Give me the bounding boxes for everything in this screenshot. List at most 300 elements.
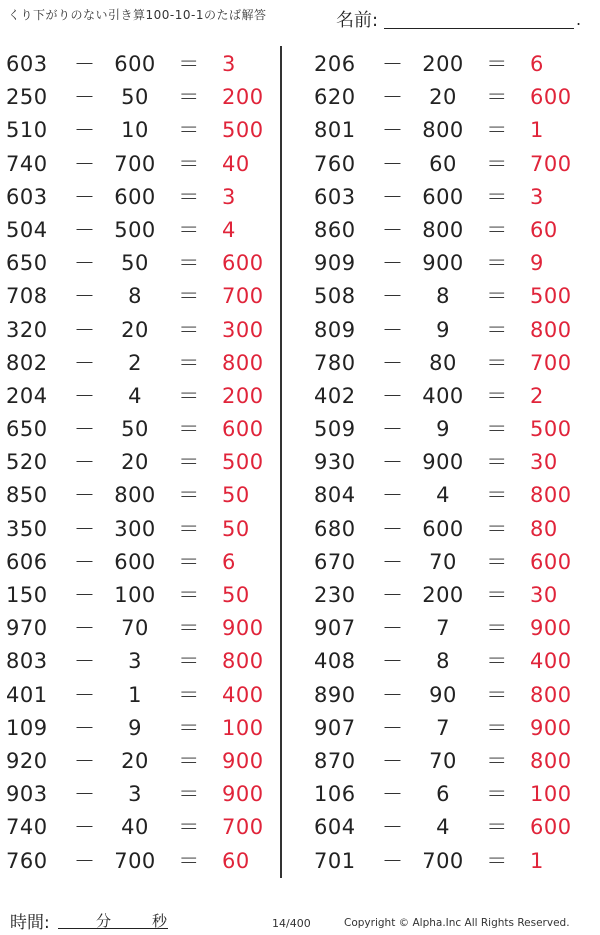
equals-sign: ＝ bbox=[178, 251, 200, 276]
subtrahend: 70 bbox=[121, 616, 149, 641]
subtrahend: 50 bbox=[121, 251, 149, 276]
equals-sign: ＝ bbox=[178, 848, 200, 873]
equals-sign: ＝ bbox=[486, 317, 508, 342]
equals-sign: ＝ bbox=[178, 616, 200, 641]
subtrahend: 600 bbox=[422, 184, 464, 209]
equals-sign: ＝ bbox=[486, 516, 508, 541]
equals-sign: ＝ bbox=[178, 317, 200, 342]
answer: 600 bbox=[530, 85, 572, 110]
subtrahend: 40 bbox=[121, 815, 149, 840]
answer: 40 bbox=[222, 151, 250, 176]
problem-row bbox=[6, 745, 276, 778]
minuend: 401 bbox=[6, 682, 48, 707]
subtrahend: 600 bbox=[114, 52, 156, 76]
answer: 400 bbox=[222, 682, 264, 707]
minus-sign: － bbox=[382, 317, 404, 342]
answer: 900 bbox=[222, 782, 264, 807]
problem-row bbox=[314, 280, 584, 313]
minus-sign: － bbox=[382, 85, 404, 110]
right-problem-column bbox=[314, 48, 584, 878]
equals-sign: ＝ bbox=[178, 516, 200, 541]
minuend: 970 bbox=[6, 616, 48, 641]
equals-sign: ＝ bbox=[178, 782, 200, 807]
problem-row bbox=[314, 48, 584, 81]
page-number: 14/400 bbox=[272, 917, 311, 930]
problem-row bbox=[6, 214, 276, 247]
equals-sign: ＝ bbox=[178, 549, 200, 574]
answer: 1 bbox=[530, 118, 544, 143]
minuend: 603 bbox=[6, 184, 48, 209]
answer: 50 bbox=[222, 516, 250, 541]
minuend: 708 bbox=[6, 284, 48, 309]
answer: 800 bbox=[222, 350, 264, 375]
minuend: 801 bbox=[314, 118, 356, 143]
minus-sign: － bbox=[74, 549, 96, 574]
subtrahend: 100 bbox=[114, 583, 156, 607]
subtrahend: 90 bbox=[429, 682, 457, 707]
minuend: 860 bbox=[314, 217, 356, 242]
problem-row bbox=[6, 314, 276, 347]
minuend: 701 bbox=[314, 848, 356, 873]
equals-sign: ＝ bbox=[486, 184, 508, 209]
minus-sign: － bbox=[74, 317, 96, 342]
equals-sign: ＝ bbox=[486, 649, 508, 674]
minuend: 603 bbox=[314, 184, 356, 209]
subtrahend: 7 bbox=[436, 616, 450, 641]
minus-sign: － bbox=[382, 383, 404, 408]
problem-row bbox=[6, 413, 276, 446]
name-period: . bbox=[576, 10, 582, 29]
minuend: 250 bbox=[6, 85, 48, 110]
equals-sign: ＝ bbox=[178, 417, 200, 442]
equals-sign: ＝ bbox=[486, 52, 508, 76]
equals-sign: ＝ bbox=[486, 383, 508, 408]
subtrahend: 900 bbox=[422, 450, 464, 475]
problem-row bbox=[314, 413, 584, 446]
subtrahend: 10 bbox=[121, 118, 149, 143]
time-label: 時間: bbox=[10, 913, 50, 933]
equals-sign: ＝ bbox=[178, 284, 200, 309]
minuend: 520 bbox=[6, 450, 48, 475]
problem-row bbox=[314, 546, 584, 579]
minus-sign: － bbox=[74, 748, 96, 773]
problem-row bbox=[6, 645, 276, 678]
subtrahend: 200 bbox=[422, 583, 464, 607]
minuend: 650 bbox=[6, 251, 48, 276]
minus-sign: － bbox=[74, 583, 96, 607]
equals-sign: ＝ bbox=[178, 184, 200, 209]
problem-row bbox=[314, 745, 584, 778]
subtrahend: 700 bbox=[114, 848, 156, 873]
subtrahend: 20 bbox=[121, 450, 149, 475]
minus-sign: － bbox=[74, 251, 96, 276]
minuend: 920 bbox=[6, 748, 48, 773]
subtrahend: 1 bbox=[128, 682, 142, 707]
minuend: 509 bbox=[314, 417, 356, 442]
answer: 3 bbox=[222, 52, 236, 76]
problem-row bbox=[6, 380, 276, 413]
problem-row bbox=[314, 181, 584, 214]
minus-sign: － bbox=[74, 52, 96, 76]
problem-row bbox=[314, 247, 584, 280]
minuend: 760 bbox=[6, 848, 48, 873]
answer: 60 bbox=[222, 848, 250, 873]
equals-sign: ＝ bbox=[486, 815, 508, 840]
answer: 30 bbox=[530, 583, 558, 607]
subtrahend: 200 bbox=[422, 52, 464, 76]
answer: 900 bbox=[222, 616, 264, 641]
subtrahend: 8 bbox=[128, 284, 142, 309]
minuend: 408 bbox=[314, 649, 356, 674]
subtrahend: 9 bbox=[128, 715, 142, 740]
equals-sign: ＝ bbox=[178, 450, 200, 475]
equals-sign: ＝ bbox=[486, 782, 508, 807]
subtrahend: 3 bbox=[128, 782, 142, 807]
problem-row bbox=[6, 48, 276, 81]
minus-sign: － bbox=[382, 284, 404, 309]
minus-sign: － bbox=[74, 483, 96, 508]
answer: 200 bbox=[222, 383, 264, 408]
problem-row bbox=[314, 114, 584, 147]
subtrahend: 70 bbox=[429, 748, 457, 773]
minuend: 760 bbox=[314, 151, 356, 176]
minuend: 650 bbox=[6, 417, 48, 442]
equals-sign: ＝ bbox=[486, 417, 508, 442]
minus-sign: － bbox=[382, 483, 404, 508]
name-label: 名前: bbox=[336, 10, 379, 31]
minus-sign: － bbox=[74, 682, 96, 707]
minuend: 606 bbox=[6, 549, 48, 574]
minus-sign: － bbox=[74, 217, 96, 242]
answer: 500 bbox=[222, 450, 264, 475]
left-problem-column bbox=[6, 48, 276, 878]
answer: 6 bbox=[530, 52, 544, 76]
minus-sign: － bbox=[382, 583, 404, 607]
equals-sign: ＝ bbox=[486, 151, 508, 176]
answer: 2 bbox=[530, 383, 544, 408]
minus-sign: － bbox=[74, 118, 96, 143]
answer: 600 bbox=[222, 417, 264, 442]
minus-sign: － bbox=[74, 417, 96, 442]
minuend: 402 bbox=[314, 383, 356, 408]
subtrahend: 80 bbox=[429, 350, 457, 375]
answer: 100 bbox=[530, 782, 572, 807]
subtrahend: 7 bbox=[436, 715, 450, 740]
answer: 600 bbox=[222, 251, 264, 276]
answer: 800 bbox=[530, 483, 572, 508]
minuend: 809 bbox=[314, 317, 356, 342]
minus-sign: － bbox=[74, 649, 96, 674]
problem-row bbox=[6, 181, 276, 214]
copyright-notice: Copyright © Alpha.Inc All Rights Reserved. bbox=[344, 917, 570, 929]
subtrahend: 300 bbox=[114, 516, 156, 541]
problem-row bbox=[6, 811, 276, 844]
equals-sign: ＝ bbox=[178, 682, 200, 707]
subtrahend: 700 bbox=[422, 848, 464, 873]
subtrahend: 900 bbox=[422, 251, 464, 276]
equals-sign: ＝ bbox=[178, 715, 200, 740]
answer: 600 bbox=[530, 815, 572, 840]
minus-sign: － bbox=[74, 284, 96, 309]
equals-sign: ＝ bbox=[486, 450, 508, 475]
answer: 60 bbox=[530, 217, 558, 242]
subtrahend: 6 bbox=[436, 782, 450, 807]
answer: 1 bbox=[530, 848, 544, 873]
minuend: 890 bbox=[314, 682, 356, 707]
minus-sign: － bbox=[74, 184, 96, 209]
problem-row bbox=[314, 778, 584, 811]
subtrahend: 8 bbox=[436, 284, 450, 309]
minus-sign: － bbox=[74, 85, 96, 110]
minus-sign: － bbox=[382, 251, 404, 276]
problem-row bbox=[6, 778, 276, 811]
minus-sign: － bbox=[74, 782, 96, 807]
answer: 50 bbox=[222, 483, 250, 508]
answer: 30 bbox=[530, 450, 558, 475]
answer: 800 bbox=[530, 682, 572, 707]
problem-row bbox=[6, 347, 276, 380]
minuend: 204 bbox=[6, 383, 48, 408]
equals-sign: ＝ bbox=[486, 350, 508, 375]
minuend: 620 bbox=[314, 85, 356, 110]
minuend: 903 bbox=[6, 782, 48, 807]
answer: 100 bbox=[222, 715, 264, 740]
seconds-label: 秒 bbox=[152, 912, 168, 930]
equals-sign: ＝ bbox=[486, 85, 508, 110]
minuend: 909 bbox=[314, 251, 356, 276]
answer: 300 bbox=[222, 317, 264, 342]
minus-sign: － bbox=[382, 450, 404, 475]
minuend: 907 bbox=[314, 616, 356, 641]
minus-sign: － bbox=[74, 383, 96, 408]
answer: 500 bbox=[222, 118, 264, 143]
answer: 800 bbox=[530, 748, 572, 773]
minus-sign: － bbox=[382, 748, 404, 773]
problem-row bbox=[6, 546, 276, 579]
minuend: 670 bbox=[314, 549, 356, 574]
minuend: 504 bbox=[6, 217, 48, 242]
answer: 3 bbox=[530, 184, 544, 209]
problem-row bbox=[314, 612, 584, 645]
equals-sign: ＝ bbox=[486, 118, 508, 143]
minuend: 740 bbox=[6, 151, 48, 176]
minus-sign: － bbox=[382, 549, 404, 574]
minus-sign: － bbox=[74, 848, 96, 873]
answer: 600 bbox=[530, 549, 572, 574]
answer: 700 bbox=[530, 350, 572, 375]
problem-row bbox=[314, 479, 584, 512]
subtrahend: 60 bbox=[429, 151, 457, 176]
problem-row bbox=[6, 679, 276, 712]
problem-row bbox=[6, 114, 276, 147]
answer: 500 bbox=[530, 284, 572, 309]
minus-sign: － bbox=[382, 417, 404, 442]
minus-sign: － bbox=[382, 217, 404, 242]
problem-row bbox=[314, 712, 584, 745]
minus-sign: － bbox=[382, 350, 404, 375]
subtrahend: 50 bbox=[121, 85, 149, 110]
problem-row bbox=[314, 811, 584, 844]
subtrahend: 20 bbox=[429, 85, 457, 110]
minus-sign: － bbox=[382, 782, 404, 807]
problem-row bbox=[6, 81, 276, 114]
answer: 3 bbox=[222, 184, 236, 209]
minuend: 780 bbox=[314, 350, 356, 375]
minus-sign: － bbox=[382, 848, 404, 873]
minuend: 804 bbox=[314, 483, 356, 508]
equals-sign: ＝ bbox=[178, 151, 200, 176]
problem-row bbox=[314, 679, 584, 712]
equals-sign: ＝ bbox=[486, 715, 508, 740]
minuend: 508 bbox=[314, 284, 356, 309]
answer: 500 bbox=[530, 417, 572, 442]
problem-row bbox=[314, 214, 584, 247]
minuend: 604 bbox=[314, 815, 356, 840]
minuend: 603 bbox=[6, 52, 48, 76]
problem-row bbox=[6, 446, 276, 479]
minus-sign: － bbox=[74, 350, 96, 375]
minuend: 106 bbox=[314, 782, 356, 807]
subtrahend: 3 bbox=[128, 649, 142, 674]
answer: 200 bbox=[222, 85, 264, 110]
minuend: 150 bbox=[6, 583, 48, 607]
minuend: 803 bbox=[6, 649, 48, 674]
equals-sign: ＝ bbox=[486, 483, 508, 508]
name-underline bbox=[384, 28, 574, 29]
subtrahend: 4 bbox=[436, 815, 450, 840]
problem-row bbox=[314, 845, 584, 878]
minus-sign: － bbox=[382, 516, 404, 541]
problem-row bbox=[314, 347, 584, 380]
minus-sign: － bbox=[74, 616, 96, 641]
equals-sign: ＝ bbox=[178, 383, 200, 408]
minuend: 740 bbox=[6, 815, 48, 840]
minus-sign: － bbox=[382, 184, 404, 209]
problem-row bbox=[314, 148, 584, 181]
minuend: 870 bbox=[314, 748, 356, 773]
subtrahend: 600 bbox=[422, 516, 464, 541]
minuend: 907 bbox=[314, 715, 356, 740]
problem-row bbox=[6, 247, 276, 280]
equals-sign: ＝ bbox=[178, 118, 200, 143]
minuend: 930 bbox=[314, 450, 356, 475]
equals-sign: ＝ bbox=[178, 649, 200, 674]
equals-sign: ＝ bbox=[486, 217, 508, 242]
equals-sign: ＝ bbox=[178, 483, 200, 508]
name-field bbox=[336, 6, 586, 32]
problem-row bbox=[314, 446, 584, 479]
answer: 4 bbox=[222, 217, 236, 242]
problem-row bbox=[6, 612, 276, 645]
equals-sign: ＝ bbox=[486, 583, 508, 607]
subtrahend: 600 bbox=[114, 549, 156, 574]
minus-sign: － bbox=[74, 450, 96, 475]
worksheet-title: くり下がりのない引き算100-10-1のたば解答 bbox=[8, 8, 267, 22]
equals-sign: ＝ bbox=[178, 85, 200, 110]
minuend: 510 bbox=[6, 118, 48, 143]
answer: 900 bbox=[530, 616, 572, 641]
minus-sign: － bbox=[382, 715, 404, 740]
equals-sign: ＝ bbox=[178, 748, 200, 773]
minus-sign: － bbox=[382, 52, 404, 76]
subtrahend: 2 bbox=[128, 350, 142, 375]
problem-row bbox=[314, 579, 584, 612]
problem-row bbox=[6, 579, 276, 612]
problem-row bbox=[6, 479, 276, 512]
subtrahend: 9 bbox=[436, 417, 450, 442]
problem-row bbox=[314, 380, 584, 413]
minus-sign: － bbox=[74, 516, 96, 541]
equals-sign: ＝ bbox=[486, 682, 508, 707]
equals-sign: ＝ bbox=[486, 251, 508, 276]
answer: 800 bbox=[222, 649, 264, 674]
problem-row bbox=[314, 81, 584, 114]
answer: 800 bbox=[530, 317, 572, 342]
equals-sign: ＝ bbox=[178, 350, 200, 375]
minuend: 802 bbox=[6, 350, 48, 375]
equals-sign: ＝ bbox=[178, 815, 200, 840]
subtrahend: 800 bbox=[422, 118, 464, 143]
subtrahend: 8 bbox=[436, 649, 450, 674]
problem-row bbox=[6, 148, 276, 181]
minuend: 230 bbox=[314, 583, 356, 607]
answer: 700 bbox=[222, 284, 264, 309]
minuend: 320 bbox=[6, 317, 48, 342]
equals-sign: ＝ bbox=[486, 616, 508, 641]
subtrahend: 700 bbox=[114, 151, 156, 176]
subtrahend: 600 bbox=[114, 184, 156, 209]
problem-row bbox=[314, 314, 584, 347]
subtrahend: 800 bbox=[114, 483, 156, 508]
minus-sign: － bbox=[74, 815, 96, 840]
problem-row bbox=[6, 280, 276, 313]
minus-sign: － bbox=[382, 682, 404, 707]
equals-sign: ＝ bbox=[486, 284, 508, 309]
equals-sign: ＝ bbox=[178, 583, 200, 607]
minuend: 850 bbox=[6, 483, 48, 508]
minus-sign: － bbox=[382, 649, 404, 674]
subtrahend: 20 bbox=[121, 317, 149, 342]
minuend: 109 bbox=[6, 715, 48, 740]
equals-sign: ＝ bbox=[486, 848, 508, 873]
problem-row bbox=[314, 513, 584, 546]
answer: 80 bbox=[530, 516, 558, 541]
minus-sign: － bbox=[382, 616, 404, 641]
column-divider bbox=[280, 46, 282, 878]
subtrahend: 70 bbox=[429, 549, 457, 574]
minus-sign: － bbox=[382, 151, 404, 176]
subtrahend: 4 bbox=[436, 483, 450, 508]
minuend: 350 bbox=[6, 516, 48, 541]
subtrahend: 50 bbox=[121, 417, 149, 442]
equals-sign: ＝ bbox=[178, 52, 200, 76]
subtrahend: 4 bbox=[128, 383, 142, 408]
subtrahend: 500 bbox=[114, 217, 156, 242]
minus-sign: － bbox=[74, 715, 96, 740]
equals-sign: ＝ bbox=[486, 748, 508, 773]
answer: 700 bbox=[530, 151, 572, 176]
subtrahend: 20 bbox=[121, 748, 149, 773]
subtrahend: 800 bbox=[422, 217, 464, 242]
minutes-label: 分 bbox=[96, 912, 112, 930]
answer: 900 bbox=[222, 748, 264, 773]
minuend: 206 bbox=[314, 52, 356, 76]
answer: 50 bbox=[222, 583, 250, 607]
minus-sign: － bbox=[382, 815, 404, 840]
subtrahend: 400 bbox=[422, 383, 464, 408]
answer: 6 bbox=[222, 549, 236, 574]
answer: 900 bbox=[530, 715, 572, 740]
